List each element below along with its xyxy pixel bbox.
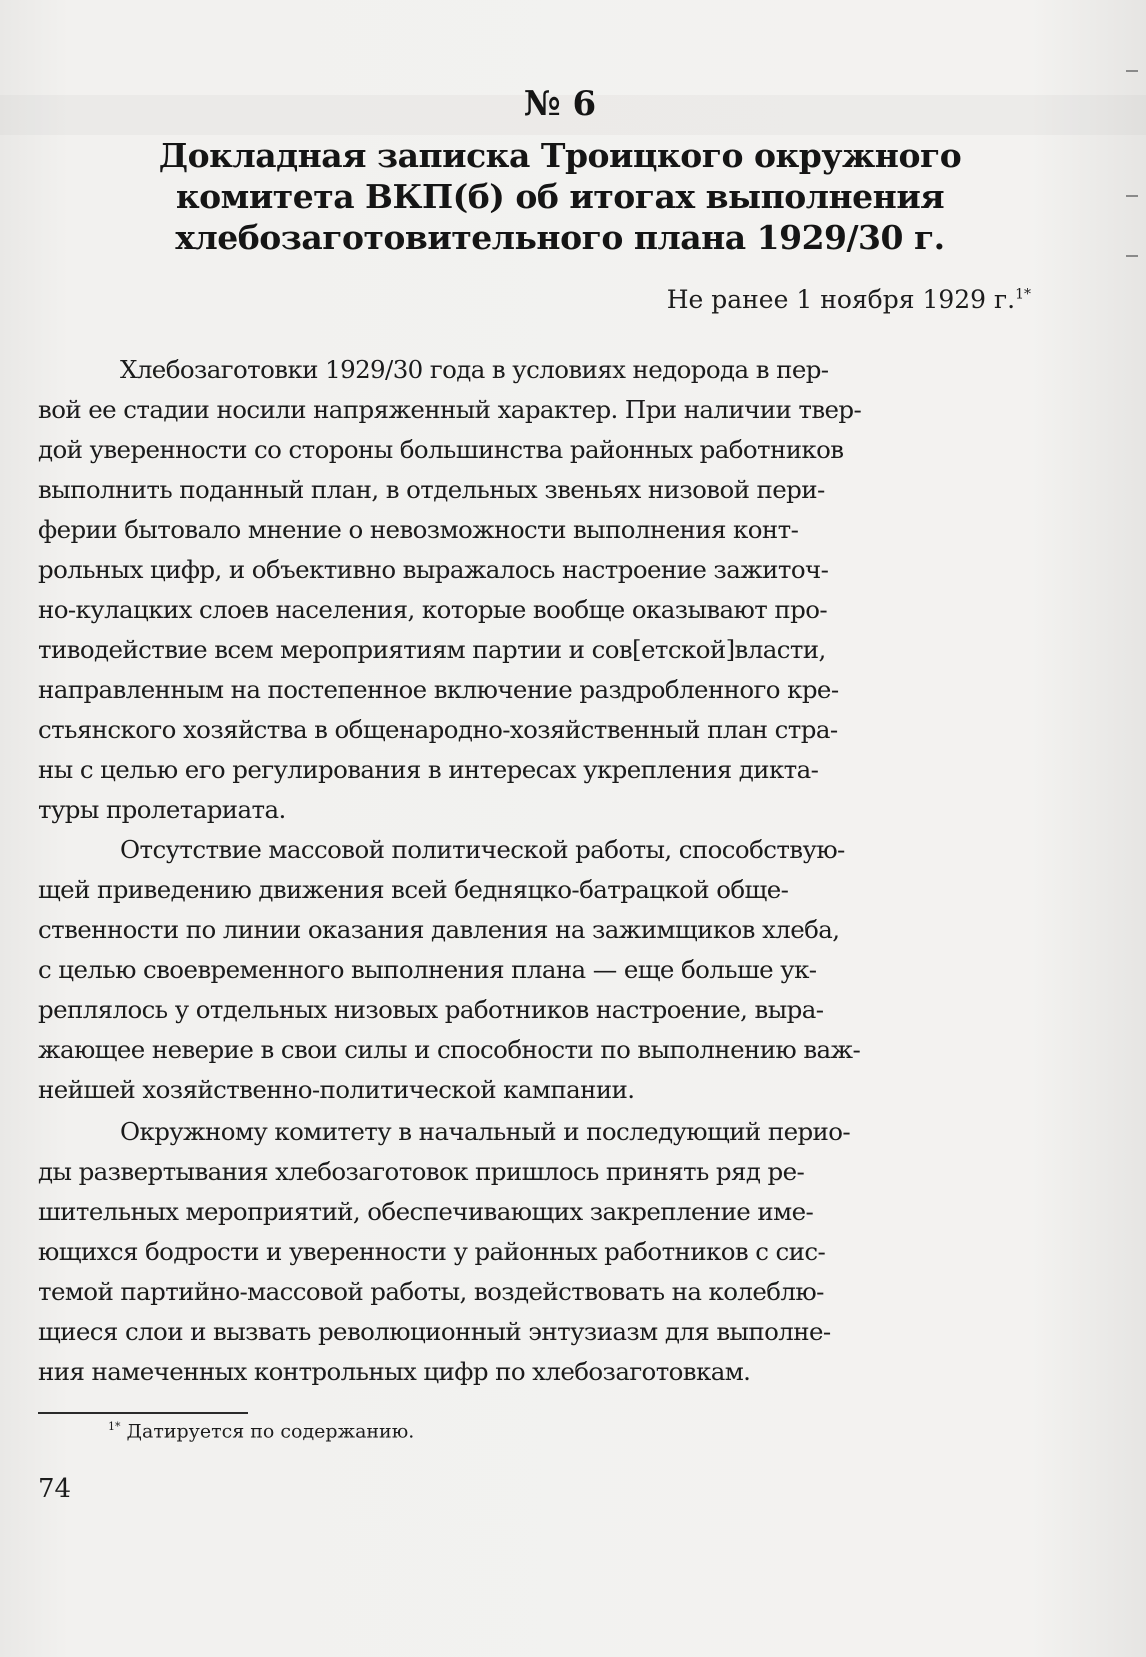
body-line: ны с целью его регулирования в интересах укрепления дикта- — [38, 755, 819, 784]
body-line: щиеся слои и вызвать революционный энтузиазм для выполне- — [38, 1317, 831, 1346]
body-line: Отсутствие массовой политической работы, способствую- — [120, 835, 845, 864]
document-date — [667, 285, 1031, 314]
body-line: ды развертывания хлебозаготовок пришлось принять ряд ре- — [38, 1157, 805, 1186]
date-footnote-mark: 1* — [1015, 286, 1031, 303]
body-line: дой уверенности со стороны большинства районных работников — [38, 435, 844, 464]
document-title-line: хлебозаготовительного плана 1929/30 г. — [175, 218, 945, 257]
document-number: № 6 — [523, 84, 597, 124]
body-line: ния намеченных контрольных цифр по хлебозаготовкам. — [38, 1357, 751, 1386]
body-line: направленным на постепенное включение раздробленного кре- — [38, 675, 839, 704]
body-line: темой партийно-массовой работы, воздействовать на колеблю- — [38, 1277, 824, 1306]
body-line: тиводействие всем мероприятиям партии и сов[етской]власти, — [38, 635, 826, 664]
body-line: ферии бытовало мнение о невозможности выполнения конт- — [38, 515, 799, 544]
body-line: стьянского хозяйства в общенародно-хозяйственный план стра- — [38, 715, 838, 744]
page-number: 74 — [38, 1474, 72, 1504]
footnote-mark: 1* — [108, 1420, 121, 1433]
body-line: жающее неверие в свои силы и способности по выполнению важ- — [38, 1035, 861, 1064]
footnote-text: Датируется по содержанию. — [126, 1420, 415, 1443]
body-line: Хлебозаготовки 1929/30 года в условиях недорода в пер- — [120, 355, 829, 384]
body-line: рольных цифр, и объективно выражалось настроение зажиточ- — [38, 555, 829, 584]
body-line: реплялось у отдельных низовых работников настроение, выра- — [38, 995, 824, 1024]
body-line: ющихся бодрости и уверенности у районных работников с сис- — [38, 1237, 826, 1266]
footnote — [108, 1420, 414, 1442]
body-line: шительных мероприятий, обеспечивающих закрепление име- — [38, 1197, 814, 1226]
body-line: выполнить поданный план, в отдельных звеньях низовой пери- — [38, 475, 825, 504]
body-line: но-кулацких слоев населения, которые вообще оказывают про- — [38, 595, 828, 624]
body-line: Окружному комитету в начальный и последующий перио- — [120, 1117, 851, 1146]
body-line: ственности по линии оказания давления на зажимщиков хлеба, — [38, 915, 840, 944]
page-edge-mark — [1126, 195, 1138, 197]
body-line: нейшей хозяйственно-политической кампании. — [38, 1075, 635, 1104]
body-line: щей приведению движения всей бедняцко-батрацкой обще- — [38, 875, 789, 904]
body-line: туры пролетариата. — [38, 795, 286, 824]
body-line: вой ее стадии носили напряженный характер. При наличии твер- — [38, 395, 862, 424]
body-line: с целью своевременного выполнения плана — еще больше ук- — [38, 955, 817, 984]
document-title-line: комитета ВКП(б) об итогах выполнения — [175, 177, 945, 216]
footnote-divider — [38, 1412, 248, 1414]
date-text: Не ранее 1 ноября 1929 г. — [666, 285, 1016, 314]
document-title-line: Докладная записка Троицкого окружного — [158, 136, 962, 175]
page-edge-mark — [1126, 70, 1138, 72]
page-edge-mark — [1126, 255, 1138, 257]
